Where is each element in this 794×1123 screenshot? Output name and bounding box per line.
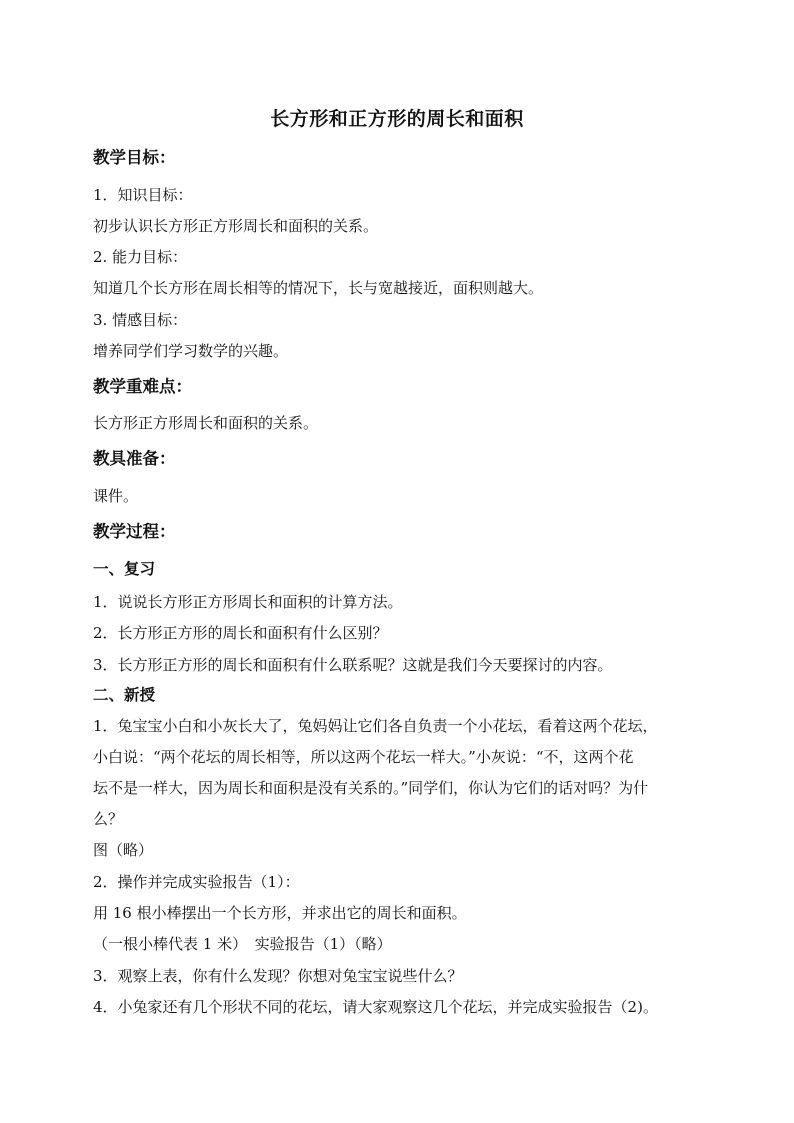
objective-2-label: 2. 能力目标：	[93, 248, 188, 266]
new-item-1-line-1: 1．兔宝宝小白和小灰长大了，兔妈妈让它们各自负责一个小花坛，看着这两个花坛，	[93, 717, 658, 735]
new-item-3: 3．观察上表，你有什么发现？你想对兔宝宝说些什么？	[93, 967, 463, 985]
key-points-text: 长方形正方形周长和面积的关系。	[93, 414, 319, 432]
heading-teaching-aids: 教具准备：	[93, 449, 176, 468]
objective-3-text: 增养同学们学习数学的兴趣。	[93, 342, 289, 360]
heading-teaching-process: 教学过程：	[93, 522, 176, 541]
section-review: 一、复习	[93, 559, 156, 578]
objective-3-label: 3. 情感目标：	[93, 311, 188, 329]
review-item-3: 3．长方形正方形的周长和面积有什么联系呢？这就是我们今天要探讨的内容。	[93, 656, 613, 674]
teaching-aids-text: 课件。	[93, 487, 139, 505]
document-title: 长方形和正方形的周长和面积	[270, 108, 524, 130]
new-item-1-line-3: 坛不是一样大，因为周长和面积是没有关系的。”同学们，你认为它们的话对吗？为什	[93, 779, 649, 797]
new-item-1-line-4: 么？	[93, 810, 124, 828]
objective-1-label: 1．知识目标：	[93, 186, 193, 204]
section-new-lesson: 二、新授	[93, 685, 156, 704]
new-item-2: 2．操作并完成实验报告（1）：	[93, 873, 300, 891]
new-item-2-instruction: 用 16 根小棒摆出一个长方形，并求出它的周长和面积。	[93, 904, 467, 922]
objective-2-text: 知道几个长方形在周长相等的情况下，长与宽越接近，面积则越大。	[93, 279, 544, 297]
objective-1-text: 初步认识长方形正方形周长和面积的关系。	[93, 217, 379, 235]
heading-key-points: 教学重难点：	[93, 377, 192, 396]
review-item-1: 1．说说长方形正方形周长和面积的计算方法。	[93, 593, 403, 611]
new-item-2-note: （一根小棒代表 1 米） 实验报告（1）（略）	[93, 935, 392, 953]
new-item-1-line-2: 小白说：“两个花坛的周长相等，所以这两个花坛一样大。”小灰说：“不，这两个花	[93, 748, 634, 766]
figure-omitted-note: 图（略）	[93, 841, 154, 859]
new-item-4: 4．小兔家还有几个形状不同的花坛，请大家观察这几个花坛，并完成实验报告（2)。	[93, 998, 658, 1016]
heading-teaching-objectives: 教学目标：	[93, 148, 176, 167]
review-item-2: 2．长方形正方形的周长和面积有什么区别？	[93, 624, 388, 642]
